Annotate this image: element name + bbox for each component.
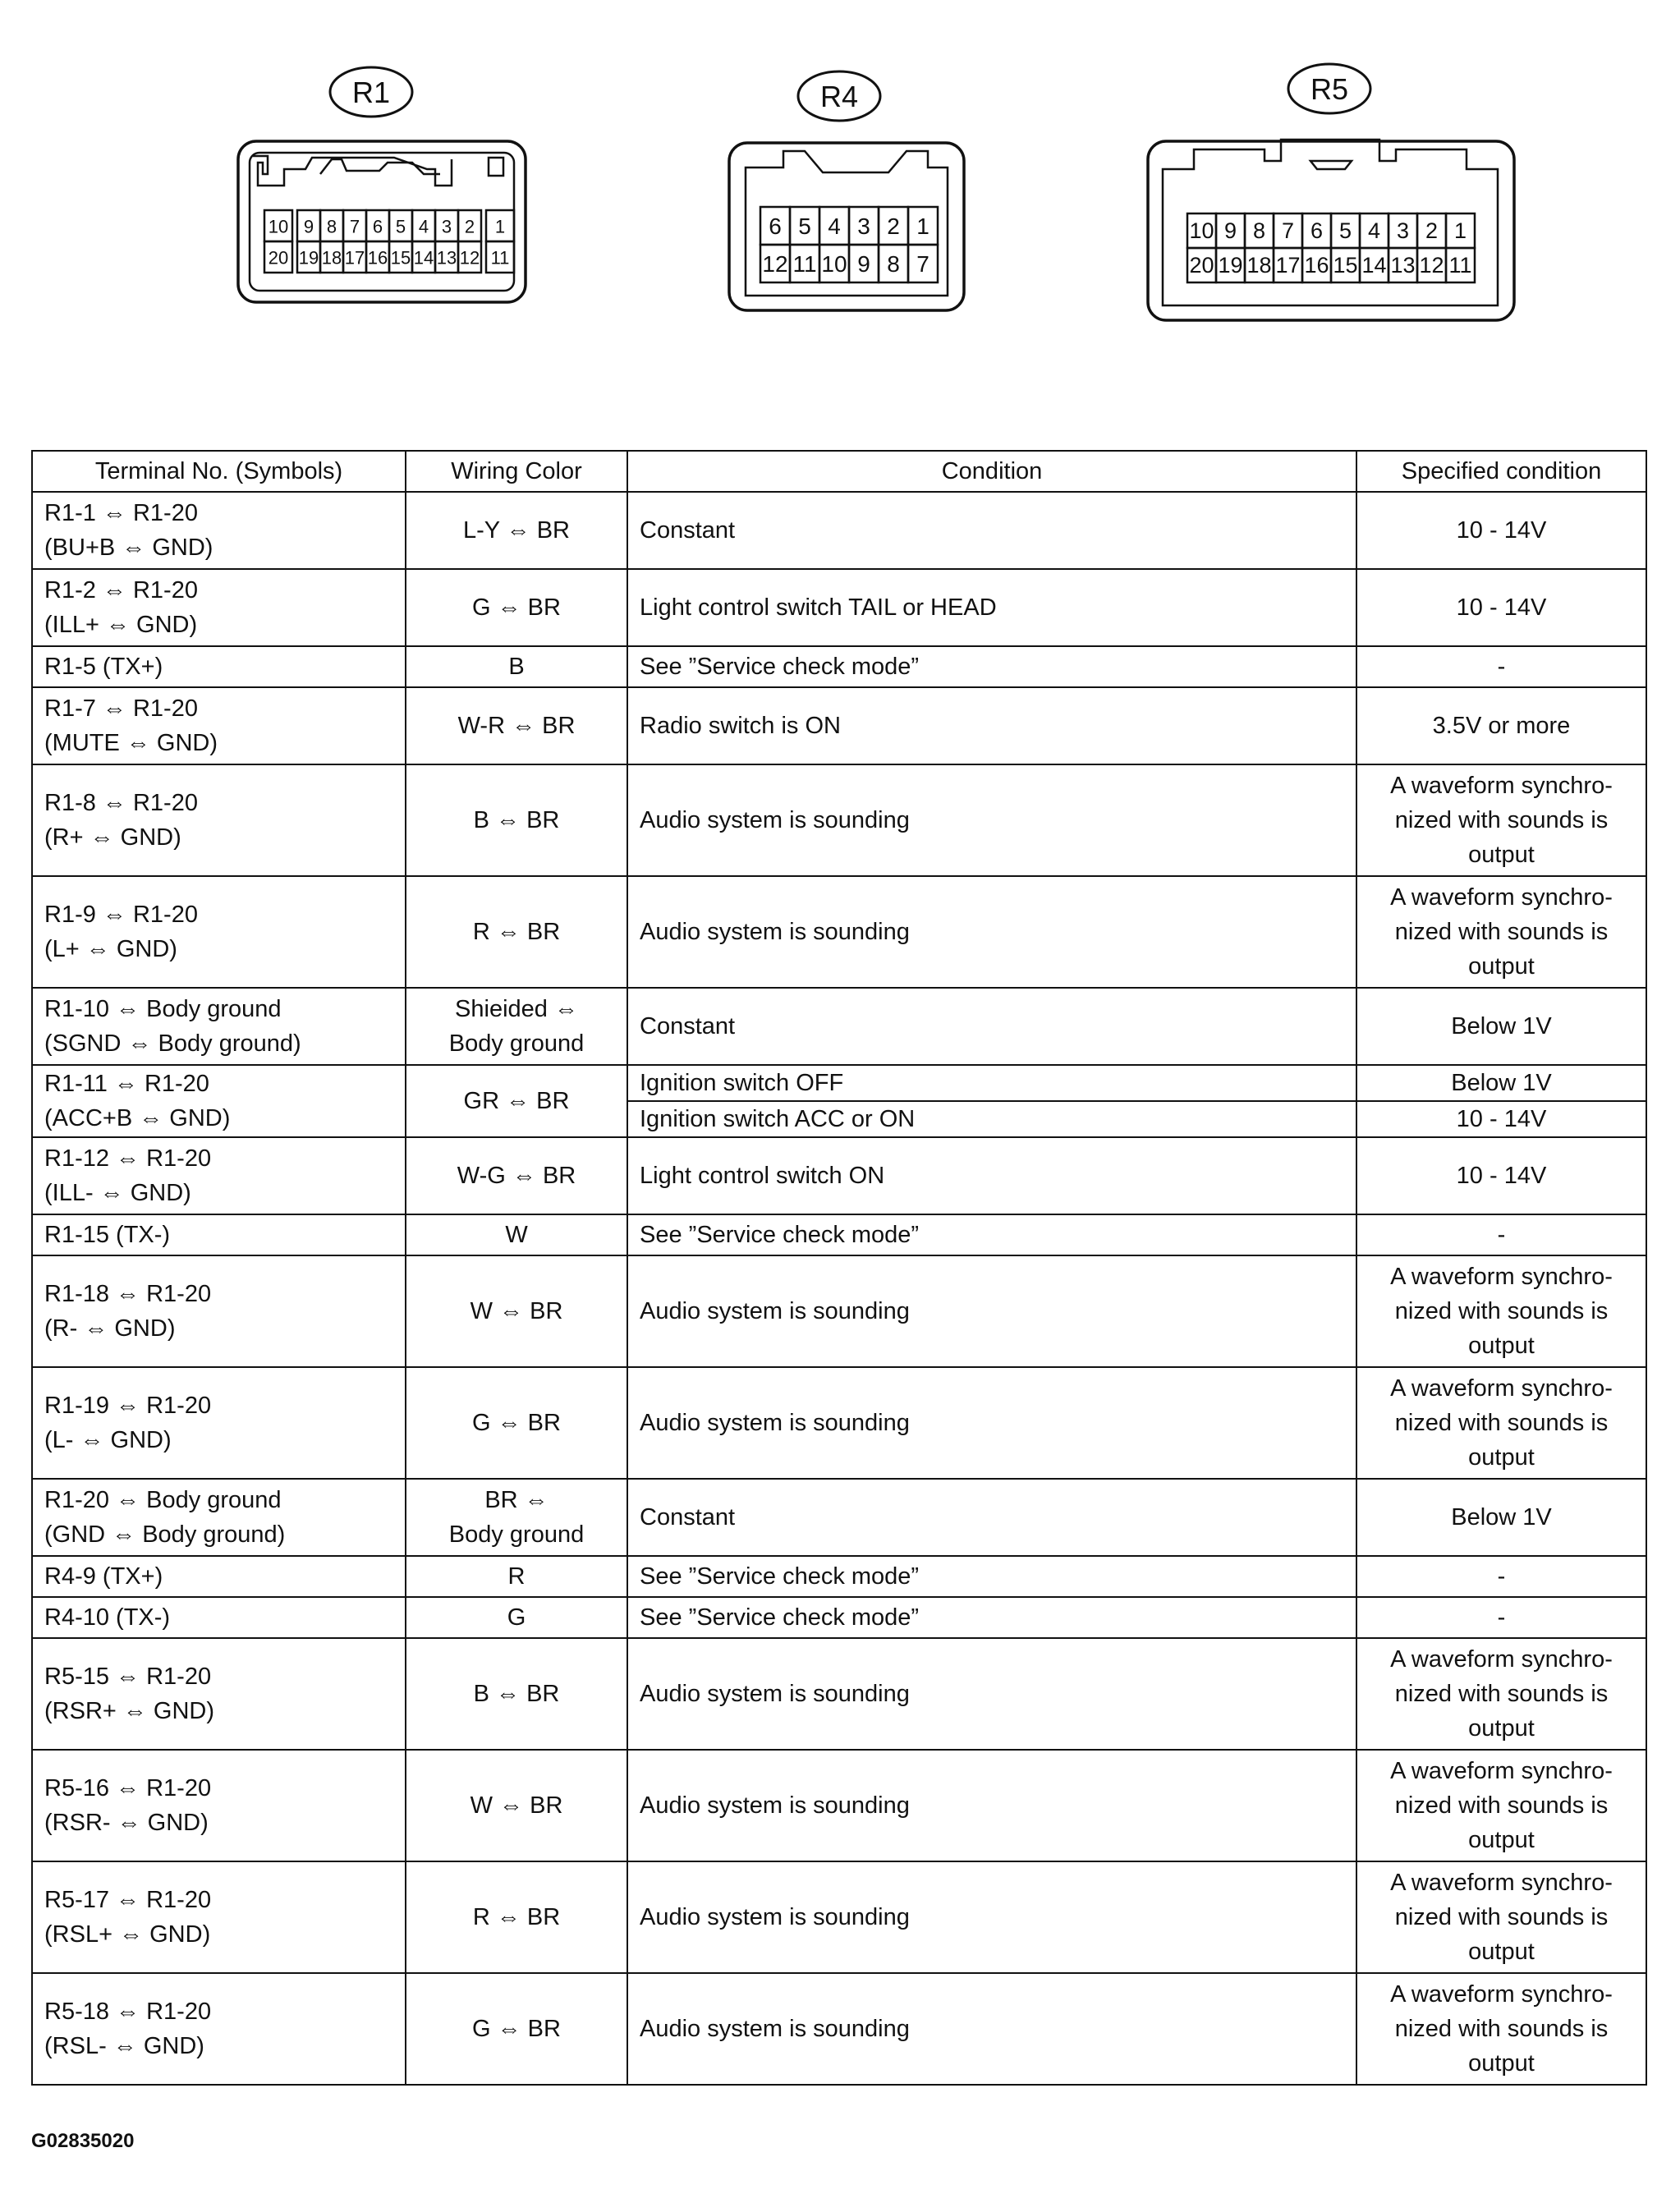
cell-terminal (32, 1255, 406, 1367)
cell-terminal (32, 1973, 406, 2085)
cell-wiring-color (406, 988, 627, 1065)
cell-line: R1-9 ⇔ R1-20 (44, 902, 198, 928)
cell-line: 10 - 14V (1456, 517, 1547, 544)
cell-line: output (1468, 953, 1535, 980)
cell-specified-condition (1356, 1214, 1646, 1255)
cell-specified-condition (1356, 1255, 1646, 1367)
cell-line: (L- ⇔ GND) (44, 1427, 172, 1453)
pin-number: 12 (762, 251, 788, 278)
cell-specified-condition (1356, 1597, 1646, 1638)
cell-line: (ACC+B ⇔ GND) (44, 1105, 231, 1131)
connector-r5-key (1310, 161, 1352, 169)
cell-specified-condition: Below 1V (1356, 1065, 1646, 1101)
table-row (32, 1255, 1646, 1367)
pin-number: 3 (857, 213, 870, 240)
header-terminal: Terminal No. (Symbols) (32, 451, 406, 492)
cell-line: (R+ ⇔ GND) (44, 824, 181, 851)
cell-specified-condition (1356, 1479, 1646, 1556)
cell-line: A waveform synchro- (1390, 884, 1613, 911)
table-header-row (32, 451, 1646, 492)
cell-line: Below 1V (1451, 1013, 1552, 1039)
cell-specified-condition (1356, 988, 1646, 1065)
pin-number: 5 (395, 216, 406, 237)
cell-wiring-color (406, 1556, 627, 1597)
table-row (32, 1065, 1646, 1101)
pin-number: 2 (887, 213, 900, 240)
pin-number: 1 (1453, 218, 1467, 244)
cell-line: R5-18 ⇔ R1-20 (44, 1999, 212, 2025)
cell-line: 3.5V or more (1432, 713, 1571, 739)
pin-number: 5 (798, 213, 811, 240)
cell-condition: Audio system is sounding (627, 1367, 1356, 1479)
cell-terminal (32, 1479, 406, 1556)
pin-number: 17 (344, 247, 365, 268)
pin-number: 3 (1396, 218, 1410, 244)
cell-condition: Audio system is sounding (627, 764, 1356, 876)
connector-r5 (1148, 64, 1514, 320)
cell-line: (BU+B ⇔ GND) (44, 535, 213, 561)
cell-specified-condition (1356, 1367, 1646, 1479)
table-row (32, 764, 1646, 876)
cell-line: B (508, 654, 525, 680)
cell-line: B ⇔ BR (473, 807, 560, 833)
cell-terminal (32, 1214, 406, 1255)
pin-number: 4 (828, 213, 841, 240)
cell-wiring-color (406, 1065, 627, 1137)
cell-condition: Constant (627, 988, 1356, 1065)
pin-number: 10 (821, 251, 847, 278)
pin-number: 19 (1218, 253, 1243, 278)
cell-wiring-color (406, 1367, 627, 1479)
cell-line: (RSR+ ⇔ GND) (44, 1698, 215, 1724)
cell-line: nized with sounds is (1394, 2016, 1609, 2042)
cell-condition: See ”Service check mode” (627, 1556, 1356, 1597)
pin-number: 8 (326, 216, 337, 237)
cell-line: output (1468, 1827, 1535, 1853)
cell-line: R4-9 (TX+) (44, 1563, 163, 1590)
table-row (32, 876, 1646, 988)
cell-line: R4-10 (TX-) (44, 1604, 171, 1631)
cell-line: 10 - 14V (1456, 594, 1547, 621)
cell-wiring-color (406, 569, 627, 646)
header-wiring-color: Wiring Color (406, 451, 627, 492)
cell-line: BR ⇔ (484, 1487, 549, 1513)
cell-wiring-color (406, 764, 627, 876)
cell-specified-condition (1356, 492, 1646, 569)
cell-specified-condition (1356, 646, 1646, 687)
cell-line: A waveform synchro- (1390, 1375, 1613, 1402)
cell-line: R5-15 ⇔ R1-20 (44, 1664, 212, 1690)
cell-line: - (1497, 1222, 1506, 1248)
table-row (32, 988, 1646, 1065)
table-row (32, 1479, 1646, 1556)
pin-number: 5 (1338, 218, 1352, 244)
cell-line: (ILL+ ⇔ GND) (44, 612, 198, 638)
cell-line: (L+ ⇔ GND) (44, 936, 177, 962)
cell-line: R ⇔ BR (472, 1904, 561, 1930)
pin-number: 14 (413, 247, 434, 268)
cell-line: Body ground (448, 1030, 585, 1057)
pin-number: 6 (372, 216, 383, 237)
cell-wiring-color (406, 1479, 627, 1556)
cell-line: (RSL- ⇔ GND) (44, 2033, 204, 2059)
table-row (32, 569, 1646, 646)
cell-line: nized with sounds is (1394, 1904, 1609, 1930)
pin-number: 6 (769, 213, 782, 240)
cell-line: (GND ⇔ Body ground) (44, 1521, 286, 1548)
table-row (32, 492, 1646, 569)
cell-condition: Ignition switch ACC or ON (627, 1101, 1356, 1137)
cell-condition: Light control switch ON (627, 1137, 1356, 1214)
cell-line: R1-1 ⇔ R1-20 (44, 500, 198, 526)
cell-line: nized with sounds is (1394, 919, 1609, 945)
header-specified-condition: Specified condition (1356, 451, 1646, 492)
cell-wiring-color (406, 1137, 627, 1214)
pin-number: 3 (441, 216, 452, 237)
pin-number: 11 (490, 247, 510, 268)
cell-line: Shieided ⇔ (455, 996, 578, 1022)
cell-line: R1-20 ⇔ Body ground (44, 1487, 282, 1513)
cell-condition: Constant (627, 492, 1356, 569)
cell-line: nized with sounds is (1394, 1410, 1609, 1436)
cell-line: R1-12 ⇔ R1-20 (44, 1145, 212, 1172)
cell-specified-condition (1356, 1638, 1646, 1750)
cell-line: R5-17 ⇔ R1-20 (44, 1887, 212, 1913)
pin-number: 19 (298, 247, 319, 268)
pin-number: 10 (1189, 218, 1214, 244)
cell-terminal (32, 764, 406, 876)
cell-line: A waveform synchro- (1390, 1264, 1613, 1290)
cell-terminal (32, 1638, 406, 1750)
cell-terminal (32, 1597, 406, 1638)
cell-line: A waveform synchro- (1390, 1758, 1613, 1784)
cell-line: nized with sounds is (1394, 1792, 1609, 1819)
cell-line: - (1497, 1563, 1506, 1590)
pin-number: 4 (418, 216, 429, 237)
cell-condition: Audio system is sounding (627, 1638, 1356, 1750)
cell-line: (SGND ⇔ Body ground) (44, 1030, 301, 1057)
pin-number: 16 (367, 247, 388, 268)
connector-r4-pins (760, 207, 938, 282)
cell-line: W-R ⇔ BR (457, 713, 576, 739)
terminal-spec-table (31, 450, 1647, 2086)
cell-wiring-color (406, 876, 627, 988)
cell-line: output (1468, 1333, 1535, 1359)
cell-specified-condition (1356, 1861, 1646, 1973)
connector-r4-label: R4 (819, 80, 859, 113)
pin-number: 7 (349, 216, 360, 237)
pin-number: 1 (916, 213, 930, 240)
cell-line: GR ⇔ BR (463, 1088, 570, 1114)
pin-number: 14 (1361, 253, 1387, 278)
cell-line: R1-15 (TX-) (44, 1222, 171, 1248)
cell-line: W-G ⇔ BR (457, 1163, 576, 1189)
cell-terminal (32, 1861, 406, 1973)
cell-condition: Audio system is sounding (627, 1861, 1356, 1973)
connector-r1-key (489, 158, 503, 176)
cell-line: output (1468, 2050, 1535, 2077)
connector-r1-label: R1 (351, 76, 391, 109)
table-row (32, 646, 1646, 687)
cell-line: output (1468, 842, 1535, 868)
pin-number: 17 (1275, 253, 1301, 278)
cell-terminal (32, 1556, 406, 1597)
cell-line: L-Y ⇔ BR (462, 517, 570, 544)
cell-specified-condition: 10 - 14V (1356, 1101, 1646, 1137)
cell-wiring-color (406, 492, 627, 569)
cell-wiring-color (406, 1861, 627, 1973)
table-body (32, 492, 1646, 2085)
cell-line: output (1468, 1939, 1535, 1965)
cell-line: B ⇔ BR (473, 1681, 560, 1707)
cell-line: (R- ⇔ GND) (44, 1315, 176, 1342)
cell-line: R1-8 ⇔ R1-20 (44, 790, 198, 816)
pin-number: 20 (268, 247, 289, 268)
cell-line: nized with sounds is (1394, 1298, 1609, 1324)
cell-condition: Radio switch is ON (627, 687, 1356, 764)
cell-line: Body ground (448, 1521, 585, 1548)
cell-wiring-color (406, 1255, 627, 1367)
connector-r1-pins (264, 210, 514, 273)
pin-number: 15 (390, 247, 411, 268)
pin-number: 13 (1390, 253, 1416, 278)
table-row (32, 1750, 1646, 1861)
connector-r4 (729, 71, 964, 310)
cell-line: G (507, 1604, 526, 1631)
cell-line: nized with sounds is (1394, 1681, 1609, 1707)
cell-specified-condition (1356, 1556, 1646, 1597)
cell-specified-condition (1356, 1973, 1646, 2085)
connector-r5-pins (1187, 213, 1475, 282)
header-condition: Condition (627, 451, 1356, 492)
connector-r1 (238, 67, 526, 302)
cell-line: G ⇔ BR (472, 1410, 561, 1436)
cell-line: A waveform synchro- (1390, 1646, 1613, 1673)
cell-terminal (32, 1367, 406, 1479)
pin-number: 11 (1448, 253, 1472, 278)
pin-number: 12 (459, 247, 480, 268)
pin-number: 7 (1281, 218, 1295, 244)
connector-diagrams (0, 0, 1680, 353)
cell-terminal (32, 876, 406, 988)
pin-number: 2 (1425, 218, 1439, 244)
pin-number: 18 (1246, 253, 1272, 278)
pin-number: 11 (792, 251, 817, 278)
cell-line: W (505, 1222, 528, 1248)
pin-number: 8 (1252, 218, 1266, 244)
cell-wiring-color (406, 646, 627, 687)
cell-wiring-color (406, 1638, 627, 1750)
cell-line: (RSR- ⇔ GND) (44, 1810, 209, 1836)
pin-number: 16 (1304, 253, 1329, 278)
cell-wiring-color (406, 1597, 627, 1638)
cell-terminal (32, 988, 406, 1065)
cell-line: - (1497, 654, 1506, 680)
cell-line: R ⇔ BR (472, 919, 561, 945)
pin-number: 12 (1419, 253, 1444, 278)
cell-condition: See ”Service check mode” (627, 646, 1356, 687)
cell-line: nized with sounds is (1394, 807, 1609, 833)
table-row (32, 1861, 1646, 1973)
cell-line: G ⇔ BR (472, 594, 561, 621)
cell-condition: Constant (627, 1479, 1356, 1556)
cell-line: R1-18 ⇔ R1-20 (44, 1281, 212, 1307)
cell-wiring-color (406, 1750, 627, 1861)
cell-condition: Ignition switch OFF (627, 1065, 1356, 1101)
cell-line: R1-11 ⇔ R1-20 (44, 1071, 209, 1097)
cell-specified-condition (1356, 687, 1646, 764)
cell-condition: Light control switch TAIL or HEAD (627, 569, 1356, 646)
cell-condition: Audio system is sounding (627, 1973, 1356, 2085)
table-row (32, 687, 1646, 764)
cell-line: R1-2 ⇔ R1-20 (44, 577, 198, 603)
cell-line: R1-10 ⇔ Body ground (44, 996, 282, 1022)
pin-number: 7 (916, 251, 930, 278)
cell-line: A waveform synchro- (1390, 1981, 1613, 2008)
cell-wiring-color (406, 687, 627, 764)
cell-condition: See ”Service check mode” (627, 1597, 1356, 1638)
cell-wiring-color (406, 1214, 627, 1255)
pin-number: 9 (303, 216, 314, 237)
cell-line: (MUTE ⇔ GND) (44, 730, 218, 756)
table-row (32, 1367, 1646, 1479)
pin-number: 20 (1189, 253, 1214, 278)
cell-specified-condition (1356, 1137, 1646, 1214)
pin-number: 9 (1223, 218, 1237, 244)
cell-line: R1-7 ⇔ R1-20 (44, 695, 198, 722)
table-row (32, 1638, 1646, 1750)
figure-id: G02835020 (31, 2130, 135, 2152)
cell-condition: Audio system is sounding (627, 1255, 1356, 1367)
cell-line: W ⇔ BR (470, 1792, 563, 1819)
cell-line: output (1468, 1715, 1535, 1742)
table-row (32, 1973, 1646, 2085)
cell-condition: Audio system is sounding (627, 1750, 1356, 1861)
cell-line: A waveform synchro- (1390, 773, 1613, 799)
pin-number: 10 (268, 216, 289, 237)
cell-terminal (32, 1065, 406, 1137)
pin-number: 18 (321, 247, 342, 268)
cell-terminal (32, 1750, 406, 1861)
cell-terminal (32, 492, 406, 569)
cell-line: - (1497, 1604, 1506, 1631)
table-row (32, 1137, 1646, 1214)
cell-line: (RSL+ ⇔ GND) (44, 1921, 211, 1948)
table-row (32, 1214, 1646, 1255)
cell-line: 10 - 14V (1456, 1163, 1547, 1189)
pin-number: 15 (1333, 253, 1358, 278)
cell-line: R5-16 ⇔ R1-20 (44, 1775, 212, 1801)
cell-condition: Audio system is sounding (627, 876, 1356, 988)
pin-number: 6 (1310, 218, 1324, 244)
table-row (32, 1597, 1646, 1638)
cell-specified-condition (1356, 764, 1646, 876)
cell-line: (ILL- ⇔ GND) (44, 1180, 191, 1206)
cell-terminal (32, 569, 406, 646)
cell-terminal (32, 687, 406, 764)
cell-line: Below 1V (1451, 1504, 1552, 1531)
cell-wiring-color (406, 1973, 627, 2085)
connector-r5-label: R5 (1310, 72, 1349, 106)
cell-specified-condition (1356, 1750, 1646, 1861)
cell-line: R1-5 (TX+) (44, 654, 163, 680)
cell-line: W ⇔ BR (470, 1298, 563, 1324)
pin-number: 13 (436, 247, 457, 268)
table-row (32, 1556, 1646, 1597)
cell-condition: See ”Service check mode” (627, 1214, 1356, 1255)
cell-specified-condition (1356, 876, 1646, 988)
cell-line: R1-19 ⇔ R1-20 (44, 1393, 212, 1419)
pin-number: 1 (494, 216, 506, 237)
cell-terminal (32, 1137, 406, 1214)
pin-number: 2 (464, 216, 475, 237)
cell-line: output (1468, 1444, 1535, 1471)
cell-line: A waveform synchro- (1390, 1870, 1613, 1896)
cell-line: G ⇔ BR (472, 2016, 561, 2042)
cell-specified-condition (1356, 569, 1646, 646)
pin-number: 4 (1367, 218, 1381, 244)
cell-terminal (32, 646, 406, 687)
pin-number: 9 (857, 251, 870, 278)
pin-number: 8 (887, 251, 900, 278)
cell-line: R (507, 1563, 526, 1590)
